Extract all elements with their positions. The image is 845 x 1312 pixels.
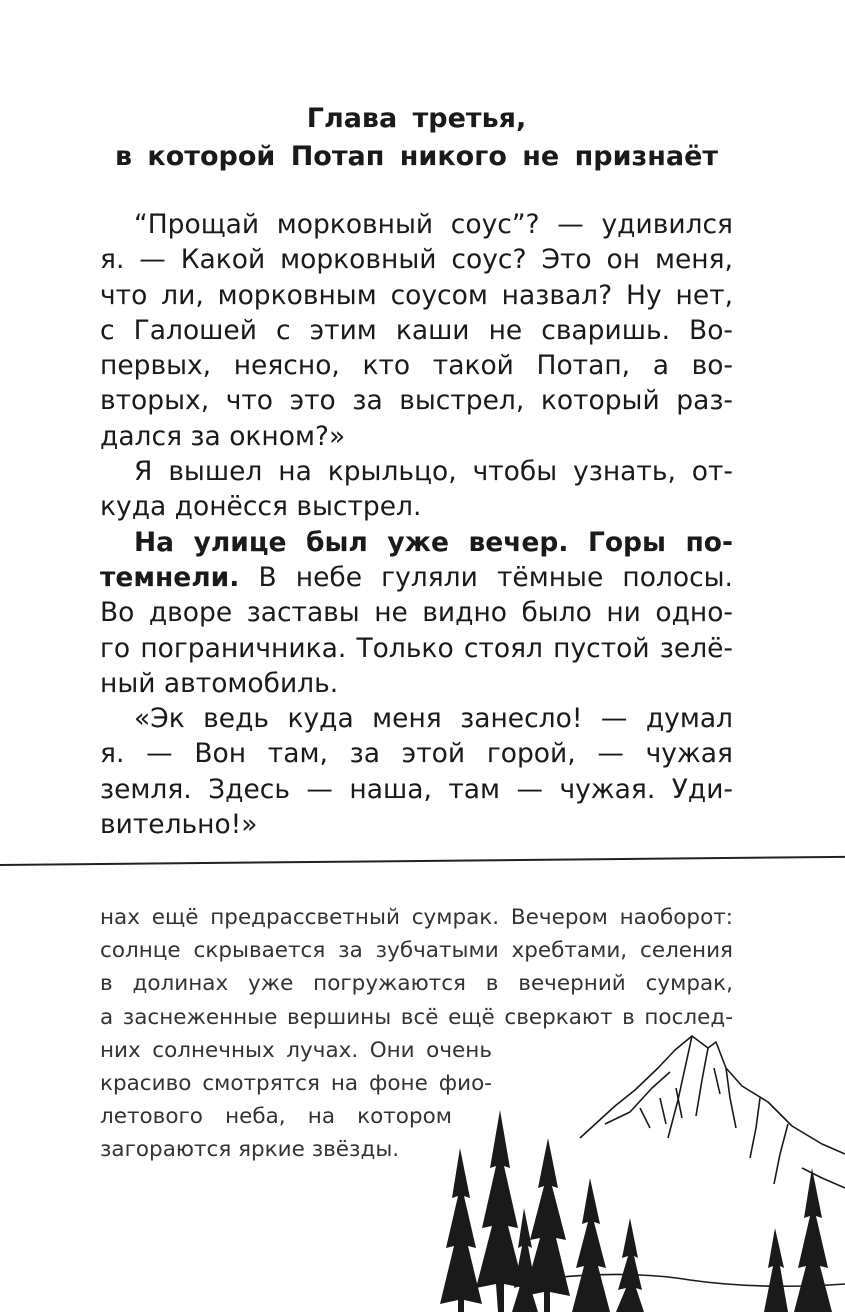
text-line: вительно!» (100, 809, 258, 841)
note-line: красиво смотрятся на фоне фио- (100, 1070, 492, 1096)
text-line: я. — Вон там, за этой горой, — чужая (100, 738, 733, 770)
note-line: нах ещё предрассветный сумрак. Вечером наоборот: (100, 905, 733, 930)
note-line: загораются яркие звёзды. (100, 1137, 400, 1163)
note-line: солнце скрывается за зубчатыми хребтами, селения (100, 938, 733, 964)
chapter-title (100, 100, 733, 176)
text-line-bold: На улице был уже вечер. Горы по- (134, 526, 733, 558)
chapter-title-line-1: Глава третья, (306, 103, 527, 134)
text-line: Я вышел на крыльцо, чтобы узнать, от- (134, 456, 733, 488)
text-line: дался за окном?» (100, 420, 346, 452)
text-line: что ли, морковным соусом назвал? Ну нет, (100, 279, 733, 311)
text-line-mixed (100, 560, 733, 595)
section-divider (0, 856, 845, 866)
text-line: с Галошей с этим каши не сваришь. Во- (100, 314, 733, 346)
text-line: «Эк ведь куда меня занесло! — думал (134, 703, 733, 735)
text-line: куда донёсся выстрел. (100, 491, 422, 523)
chapter-title-line-2: в которой Потап никого не признаёт (114, 141, 719, 172)
note-line: в долинах уже погружаются в вечерний сумрак, (100, 971, 733, 997)
main-text (100, 207, 733, 842)
text-line: “Прощай морковный соус”? — удивился (134, 209, 733, 240)
text-line: я. — Какой морковный соус? Это он меня, (100, 244, 733, 276)
text-line: первых, неясно, кто такой Потап, а во- (100, 350, 733, 382)
text-line: вторых, что это за выстрел, который раз- (100, 385, 733, 417)
note-line: а заснеженные вершины всё ещё сверкают в послед- (100, 1004, 733, 1030)
note-line: них солнечных лучах. Они очень (100, 1037, 492, 1063)
bold-fragment: темнели. (100, 561, 240, 593)
text-line: ный автомобиль. (100, 667, 339, 699)
text-line: земля. Здесь — наша, там — чужая. Уди- (100, 773, 733, 805)
note-line: летового неба, на котором (100, 1104, 452, 1130)
text-fragment: В небе гуляли тёмные полосы. (239, 561, 733, 593)
text-line: Во дворе заставы не видно было ни одно- (100, 597, 733, 629)
text-line: го пограничника. Только стоял пустой зелё- (100, 632, 733, 664)
mountain-forest-sketch-icon (430, 1028, 845, 1312)
